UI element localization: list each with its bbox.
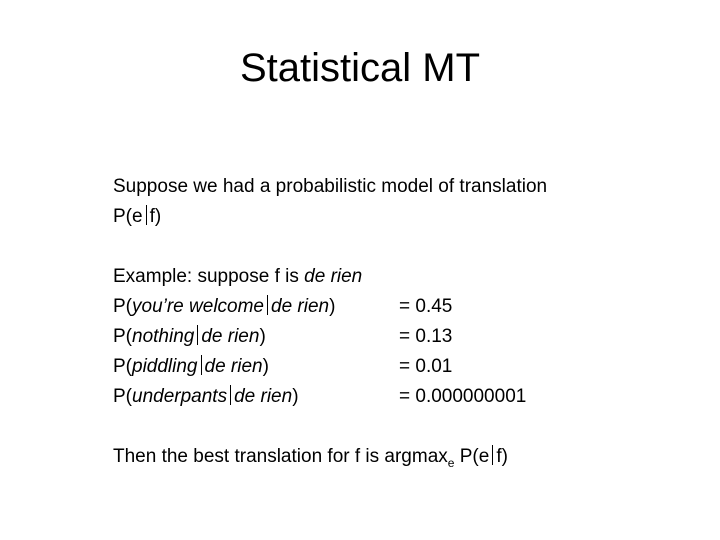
probability-row (113, 352, 693, 382)
conditional-bar (197, 325, 198, 345)
french-phrase: de rien (234, 386, 293, 407)
intro-line-2-suffix: f) (149, 206, 162, 227)
intro-line-1: Suppose we had a probabilistic model of translation (113, 176, 548, 197)
probability-value: = 0.13 (399, 326, 453, 347)
probability-expression: P(underpants de rien) (113, 386, 299, 407)
english-phrase: underpants (132, 386, 228, 407)
conclusion-prefix: Then the best translation for f is argmax (113, 446, 448, 467)
probability-row (113, 382, 693, 412)
slide-body (113, 172, 693, 472)
intro-line-2 (113, 202, 693, 232)
conditional-bar (267, 295, 268, 315)
english-phrase: you’re welcome (132, 296, 264, 317)
spacer (113, 232, 693, 262)
french-phrase: de rien (204, 356, 263, 377)
conditional-bar (492, 445, 493, 465)
probability-value: = 0.000000001 (399, 386, 527, 407)
conclusion-suffix-end: f) (496, 446, 508, 467)
english-phrase: nothing (132, 326, 195, 347)
probability-expression: P(you’re welcome de rien) (113, 296, 336, 317)
probability-row (113, 292, 693, 322)
example-f-value: de rien (304, 266, 363, 287)
argmax-subscript: e (447, 456, 455, 470)
english-phrase: piddling (132, 356, 198, 377)
probability-expression: P(piddling de rien) (113, 356, 269, 377)
french-phrase: de rien (271, 296, 330, 317)
french-phrase: de rien (201, 326, 260, 347)
probability-expression: P(nothing de rien) (113, 326, 266, 347)
conclusion-line (113, 442, 693, 472)
probability-value: = 0.01 (399, 356, 453, 377)
conclusion-suffix-start: P(e (454, 446, 490, 467)
conditional-bar (201, 355, 202, 375)
probability-row (113, 322, 693, 352)
conditional-bar (230, 385, 231, 405)
spacer (113, 412, 693, 442)
intro-line-2-prefix: P(e (113, 206, 143, 227)
example-line (113, 262, 693, 292)
example-label: Example: suppose f is (113, 266, 305, 287)
conditional-bar (146, 205, 147, 225)
probability-value: = 0.45 (399, 296, 453, 317)
slide-title: Statistical MT (239, 46, 481, 90)
